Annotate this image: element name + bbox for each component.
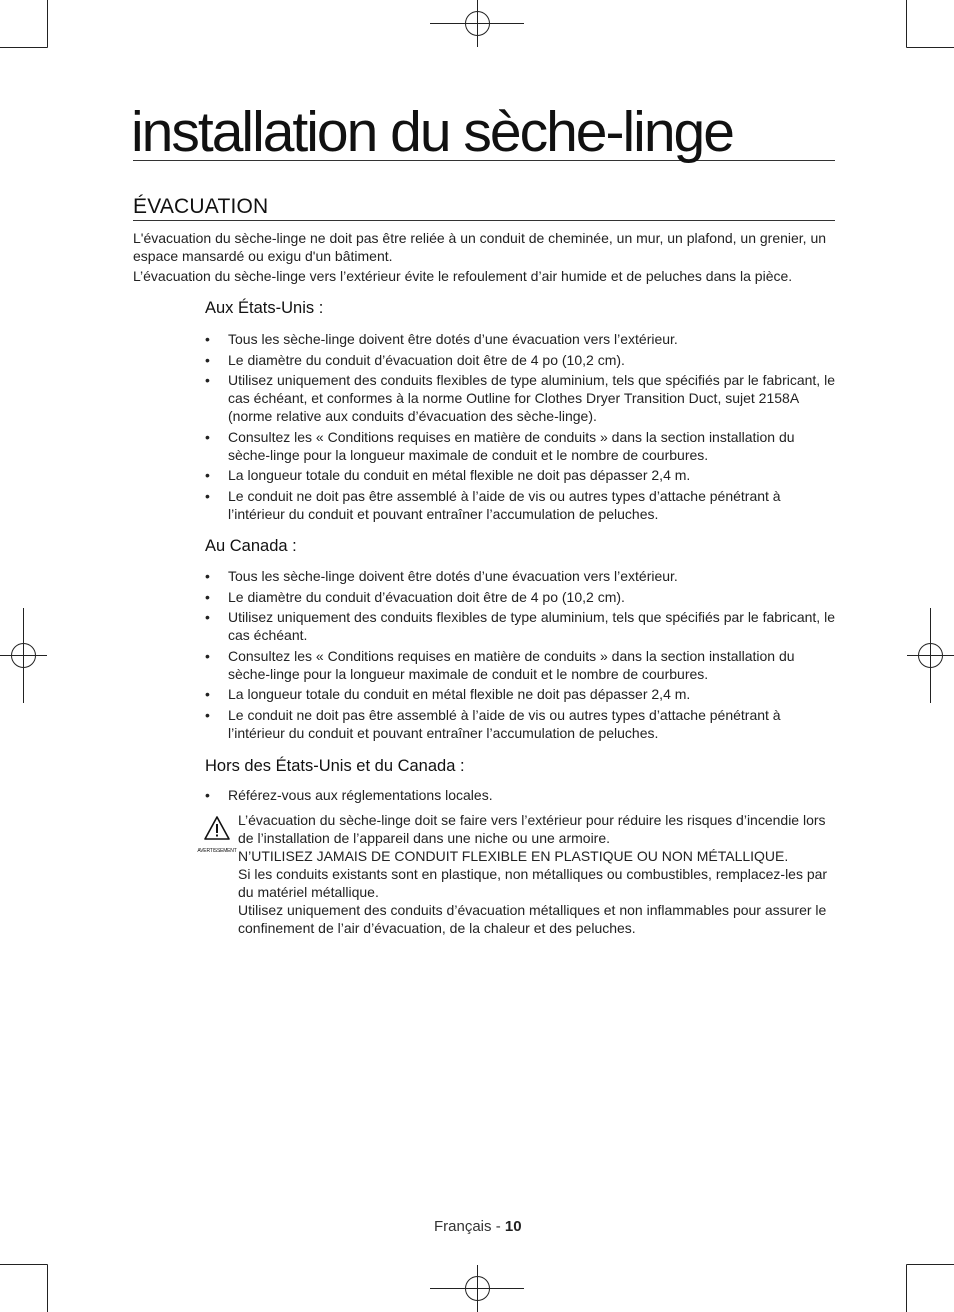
warning-icon-label: AVERTISSEMENT [197,848,237,854]
list-item [205,685,835,703]
list-item-text: Le conduit ne doit pas être assemblé à l’aide de vis ou autres types d’attache pénétrant à l’intérieur du conduit et pouvant entraîner l’accumulation de peluches. [228,706,781,741]
canada-list [205,567,835,744]
list-item [205,608,835,644]
outside-heading: Hors des États-Unis et du Canada : [205,757,465,775]
list-item [205,428,835,464]
bullet: • [205,647,210,664]
bullet: • [205,588,210,605]
warning-line: N’UTILISEZ JAMAIS DE CONDUIT FLEXIBLE EN PLASTIQUE OU NON MÉTALLIQUE. [238,848,789,864]
list-item-text: La longueur totale du conduit en métal flexible ne doit pas dépasser 2,4 m. [228,686,691,702]
warning-text [238,811,838,937]
bullet: • [205,609,210,625]
list-item [205,588,835,606]
list-item-text: Le diamètre du conduit d’évacuation doit être de 4 po (10,2 cm). [228,588,625,605]
list-item-text: Tous les sèche-linge doivent être dotés d’une évacuation vers l’extérieur. [228,331,678,347]
usa-list [205,330,835,525]
list-item [205,487,835,523]
list-item [205,647,835,683]
usa-heading: Aux États-Unis : [205,299,324,317]
page-title-text: installation du sèche-linge [131,100,733,164]
list-item-text: Le diamètre du conduit d’évacuation doit être de 4 po (10,2 cm). [228,351,625,368]
bullet: • [205,331,210,347]
list-item [205,330,835,348]
outside-list [205,786,835,807]
list-item-text: Consultez les « Conditions requises en matière de conduits » dans la section installation du sèche-linge pour la longueur maximale de conduit et le nombre de courbures. [228,647,795,682]
list-item-text: Consultez les « Conditions requises en matière de conduits » dans la section installation du sèche-linge pour la longueur maximale de conduit et le nombre de courbures. [228,428,795,463]
page-number: 10 [504,1218,522,1235]
page-footer [434,1218,522,1235]
bullet: • [205,428,210,445]
list-item [205,567,835,585]
page-title [131,100,835,164]
intro-paragraphs [133,229,835,287]
list-item-text: Utilisez uniquement des conduits flexibles de type aluminium, tels que spécifiés par le fabricant, le cas échéant. [228,609,835,643]
bullet: • [205,372,210,388]
list-item [205,706,835,742]
list-item [205,371,835,425]
warning-line: Si les conduits existants sont en plastique, non métalliques ou combustibles, remplacez-les par du matériel métallique. [238,866,828,900]
section-heading-text: ÉVACUATION [133,195,269,218]
list-item-text: La longueur totale du conduit en métal flexible ne doit pas dépasser 2,4 m. [228,467,691,483]
warning-line: Utilisez uniquement des conduits d’évacuation métalliques et non inflammables pour assurer le confinement de l’air d’évacuation, de la chaleur et des peluches. [238,902,827,936]
canada-heading: Au Canada : [205,537,297,555]
bullet: • [205,706,210,723]
intro-paragraph: L'évacuation du sèche-linge ne doit pas être reliée à un conduit de cheminée, un mur, un plafond, un grenier, un espace mansardé ou exigu d'un bâtiment. [133,230,827,264]
list-item [205,786,835,804]
list-item-text: Utilisez uniquement des conduits flexibles de type aluminium, tels que spécifiés par le fabricant, le cas échéant, et conformes à la norme Outline for Clothes Dryer Transition Duct, sujet 2158A (norme relative aux conduits d’évacuation des sèche-linge). [228,372,835,424]
intro-paragraph: L’évacuation du sèche-linge vers l’extérieur évite le refoulement d’air humide et de peluches dans la pièce. [133,268,793,284]
footer-language: Français [434,1218,492,1235]
bullet: • [205,487,210,504]
section-heading [133,195,835,221]
list-item-text: Le conduit ne doit pas être assemblé à l’aide de vis ou autres types d’attache pénétrant à l’intérieur du conduit et pouvant entraîner l’accumulation de peluches. [228,487,781,522]
bullet: • [205,351,210,368]
warning-icon [195,815,239,854]
warning-line: L’évacuation du sèche-linge doit se faire vers l’extérieur pour réduire les risques d’incendie lors de l’installation de l’appareil dans une niche ou une armoire. [238,812,826,846]
bullet: • [205,787,210,803]
list-item-text: Référez-vous aux réglementations locales. [228,787,493,803]
bullet: • [205,467,210,483]
bullet: • [205,686,210,702]
warning-triangle-icon [195,815,239,843]
bullet: • [205,568,210,584]
list-item-text: Tous les sèche-linge doivent être dotés d’une évacuation vers l’extérieur. [228,568,678,584]
list-item [205,351,835,369]
list-item [205,466,835,484]
footer-separator: - [491,1218,505,1235]
